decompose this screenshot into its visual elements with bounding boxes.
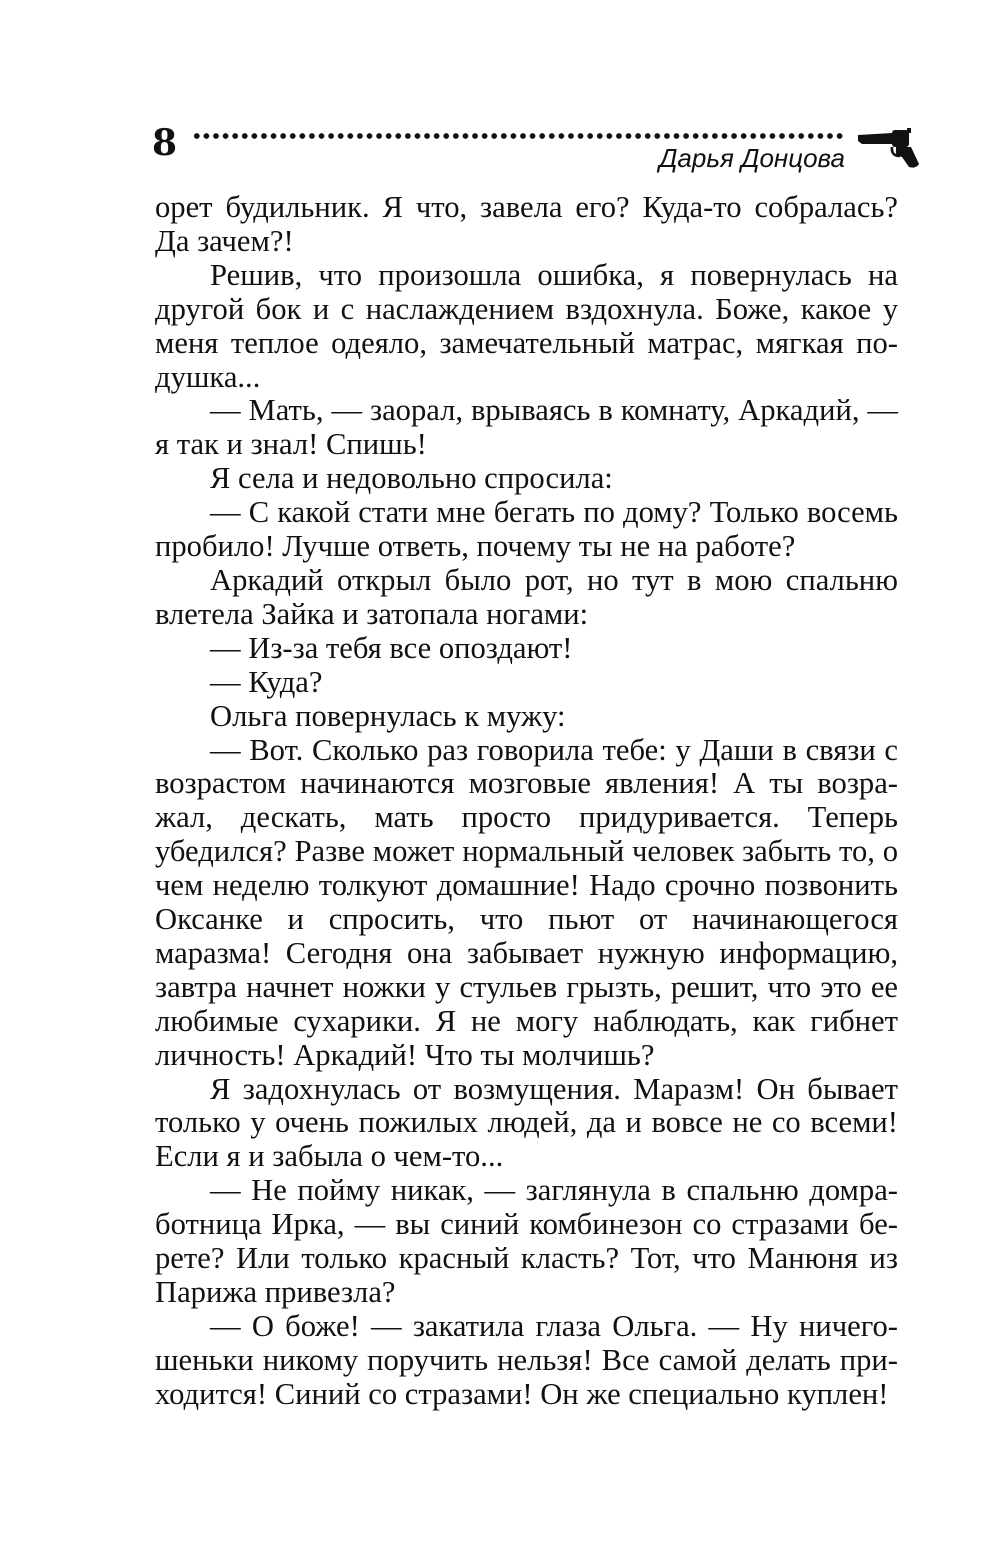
revolver-icon [858, 128, 920, 170]
paragraph: — Не пойму никак, — заглянула в спальню домработница Ирка, — вы синий комбинезон со стразами берете? Или только красный класть? Тот, что Манюня из Парижа привезла? [155, 1173, 898, 1309]
paragraph: Я села и недовольно спросила: [210, 461, 613, 496]
paragraph: — Мать, — заорал, врываясь в комнату, Аркадий, — я так и знал! Спишь! [155, 393, 898, 462]
page-number: 8 [152, 122, 178, 164]
paragraph: — Из-за тебя все опоздают! [210, 630, 573, 665]
paragraph: Решив, что произошла ошибка, я повернулась на другой бок и с наслаждением вздохнула. Боже, какое у меня теплое одеяло, замечательный матрас, мягкая подушка... [155, 257, 898, 394]
paragraph: — Куда? [210, 664, 323, 699]
paragraph: Я задохнулась от возмущения. Маразм! Он бывает только у очень пожилых людей, да и вовсе не со всеми! Если я и забыла о чем-то... [155, 1071, 898, 1174]
paragraph: орет будильник. Я что, завела его? Куда-то собралась? Да зачем?! [155, 190, 898, 258]
running-head-author: Дарья Донцова [659, 143, 845, 173]
paragraph: — О боже! — закатила глаза Ольга. — Ну ничегошеньки никому поручить нельзя! Все самой делать приходится! Синий со стразами! Он же специально куплен! [155, 1308, 898, 1411]
body-text [155, 191, 898, 1412]
dotted-rule [192, 132, 844, 140]
paragraph: — С какой стати мне бегать по дому? Только восемь пробило! Лучше ответь, почему ты не на работе? [155, 495, 898, 564]
paragraph: Ольга повернулась к мужу: [210, 698, 566, 733]
paragraph: — Вот. Сколько раз говорила тебе: у Даши в связи с возрастом начинаются мозговые явления! А ты возражал, дескать, мать просто придуривается. Теперь убедился? Разве может нормальный человек забыть то, о чем неделю толкуют домашние! Надо срочно позвонить Оксанке и спросить, что пьют от начинающегося маразма! Сегодня она забывает нужную информацию, завтра начнет ножки у стульев грызть, решит, что это ее любимые сухарики. Я не могу наблюдать, как гибнет личность! Аркадий! Что ты молчишь? [155, 732, 898, 1072]
paragraph: Аркадий открыл было рот, но тут в мою спальню влетела Зайка и затопала ногами: [155, 562, 898, 631]
